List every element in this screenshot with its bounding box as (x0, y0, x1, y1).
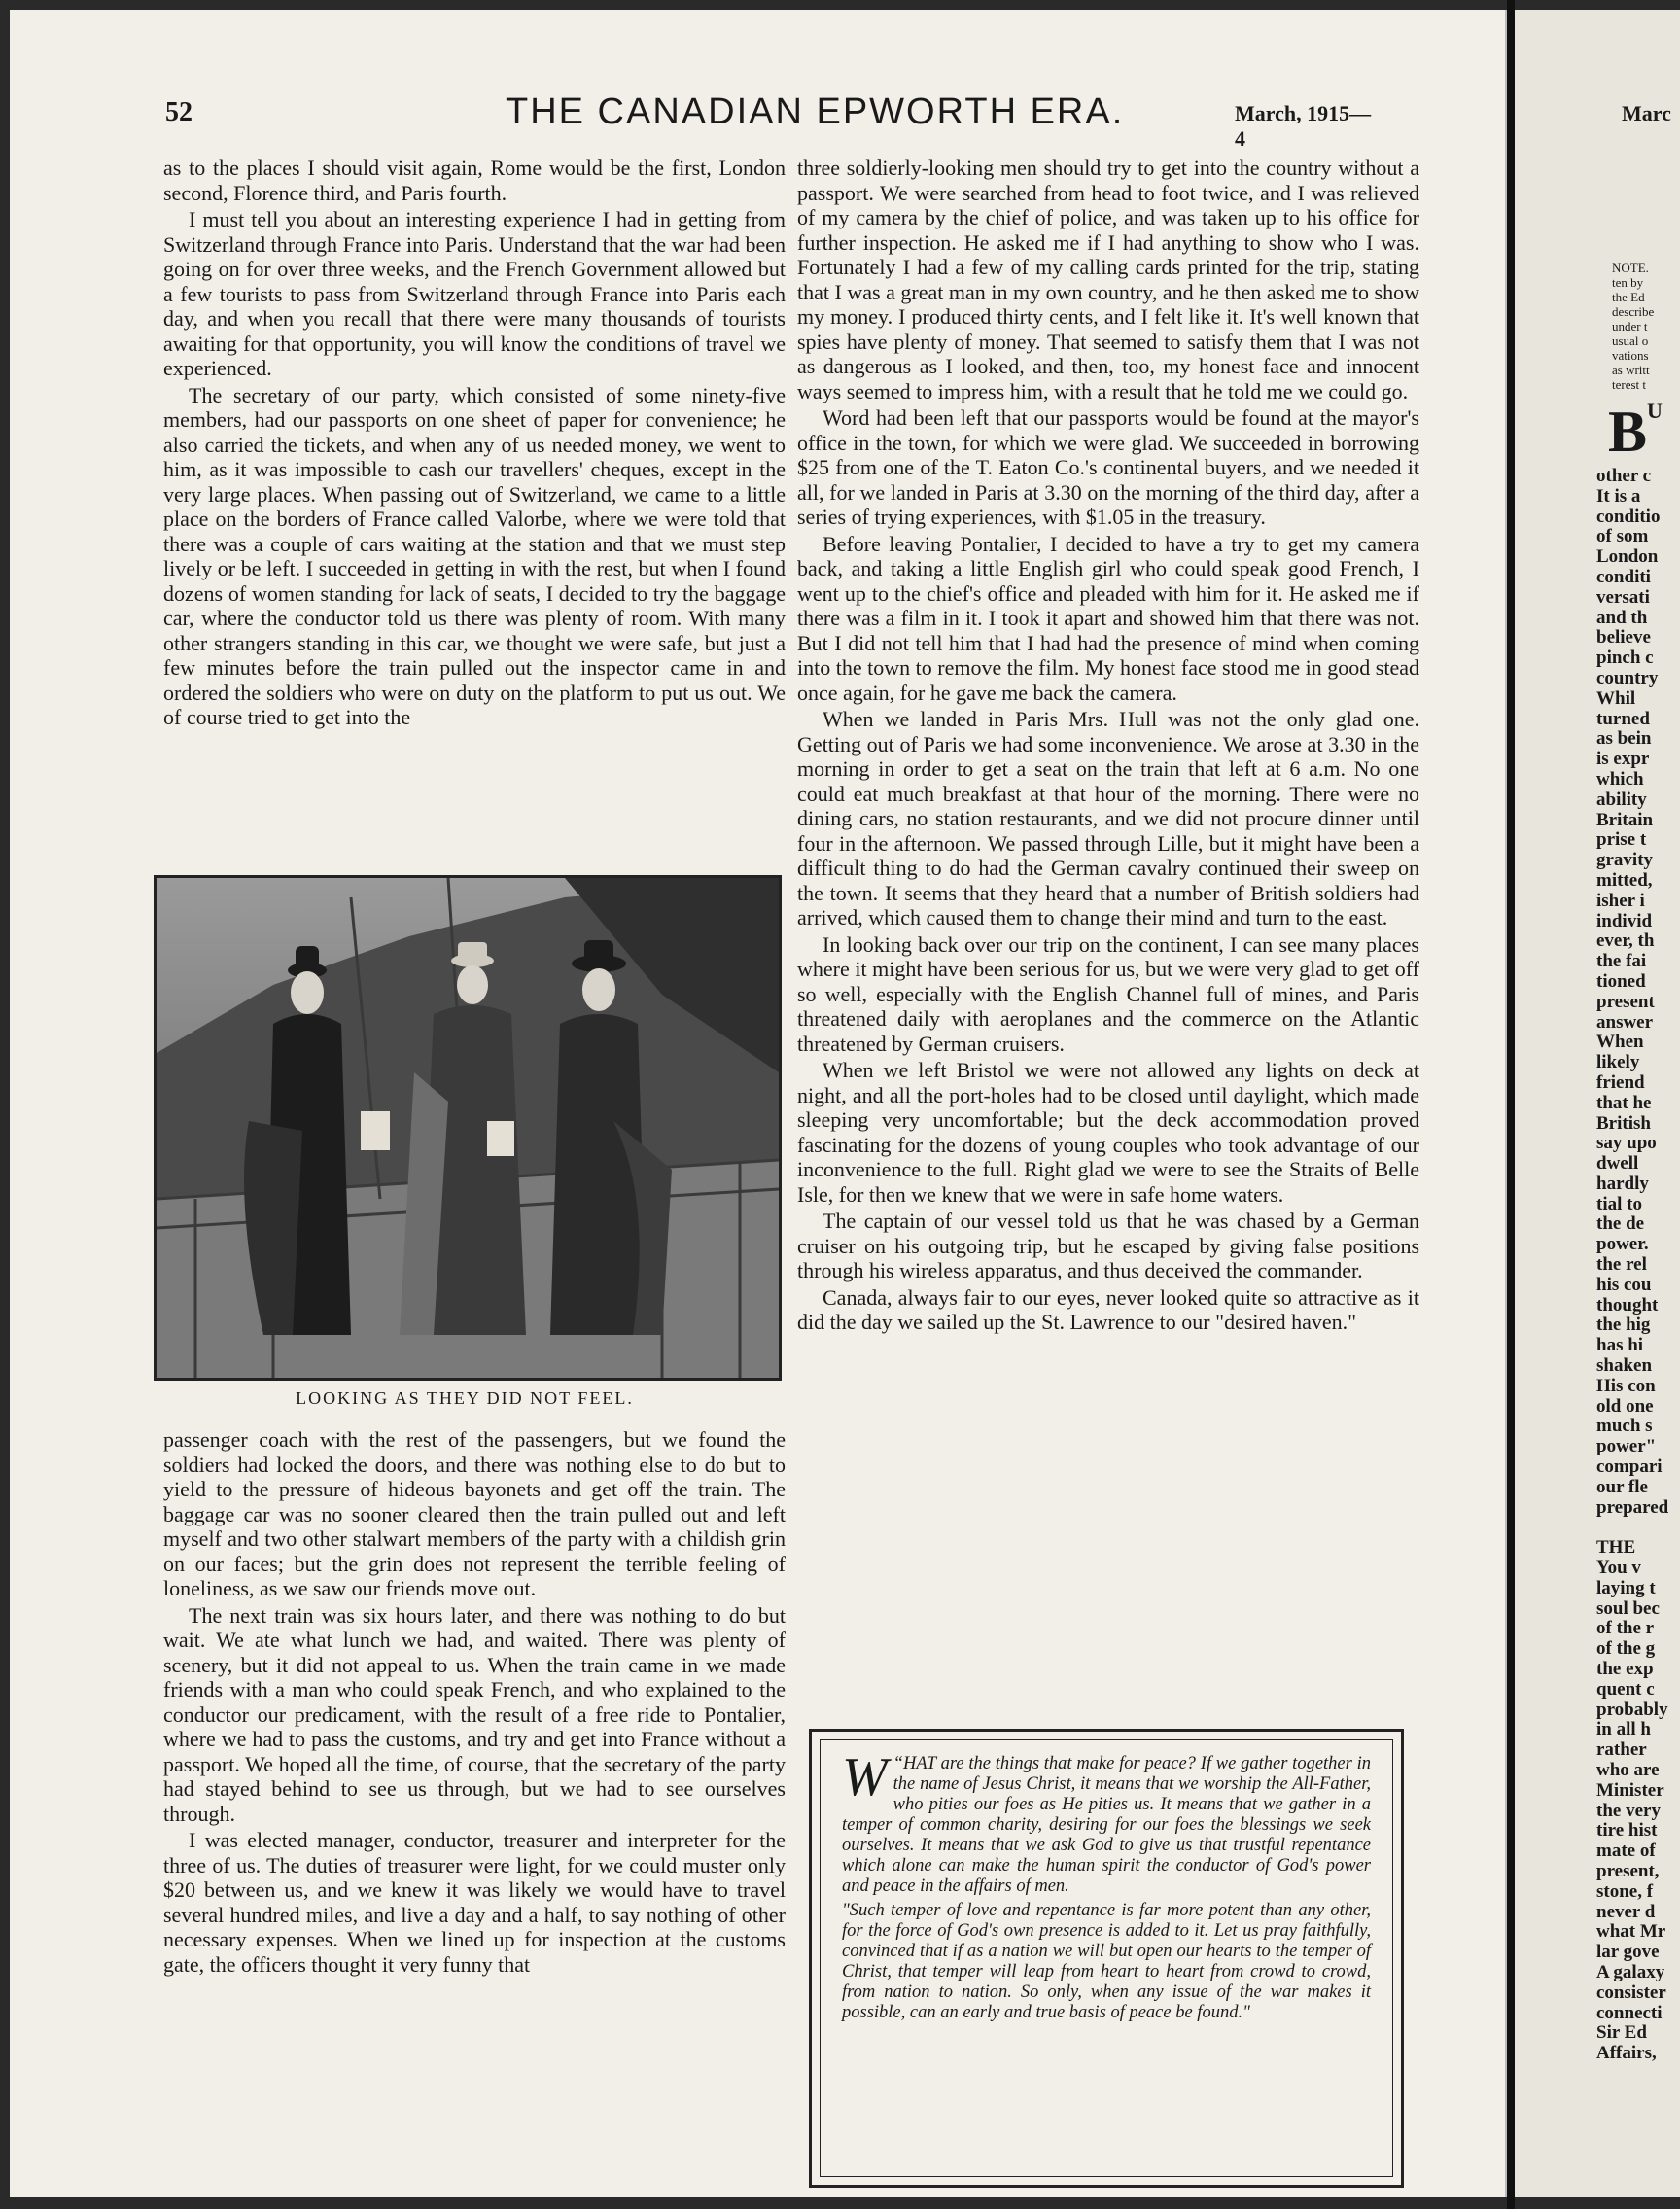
paragraph: I was elected manager, conductor, treasurer and interpreter for the three of us. The duties of treasurer were light, for we could muster only $20 between us, and we knew it was likely we would have to travel several hundred miles, and live a day and a half, to say nothing of other necessary expenses. When we lined up for inspection at the customs gate, the officers thought it very funny that (163, 1828, 786, 1977)
adjacent-note (1612, 261, 1654, 392)
magazine-page (10, 10, 1507, 2197)
adjacent-text-line: present (1596, 992, 1655, 1012)
adjacent-text-line: present, (1596, 1861, 1660, 1881)
adjacent-text-line: Minister (1596, 1780, 1664, 1801)
adjacent-text-line: gravity (1596, 851, 1654, 871)
publication-title: THE CANADIAN EPWORTH ERA. (506, 91, 1125, 132)
paragraph: Word had been left that our passports would be found at the mayor's office in the town, for which we were glad. We succeeded in borrowing $25 from one of the T. Eaton Co.'s continental buyers, and we needed it all, for we landed in Paris at 3.30 on the morning of the third day, after a series of trying experiences, with $1.05 in the treasury. (797, 405, 1419, 529)
adjacent-text-line: tioned (1596, 971, 1646, 992)
adjacent-text-line: conditi (1596, 567, 1651, 587)
adjacent-text-line: prepared (1596, 1497, 1669, 1518)
adjacent-text-line: that he (1596, 1093, 1652, 1113)
adjacent-page (1515, 10, 1680, 2197)
paragraph: passenger coach with the rest of the passengers, but we found the soldiers had locked the doors, and there was nothing else to do but to yield to the pressure of hideous bayonets and get off the train. The baggage car was no sooner cleared then the train pulled out and left myself and two other stalwart members of the party with a childish grin on our faces; but the grin does not represent the terrible feeling of loneliness, as we saw our friends move out. (163, 1427, 786, 1600)
adjacent-note-line: as writt (1612, 363, 1650, 377)
adjacent-text-line: conditio (1596, 507, 1661, 527)
adjacent-text-line: old one (1596, 1396, 1654, 1417)
adjacent-text-line: friend (1596, 1072, 1645, 1093)
adjacent-text-line: soul bec (1596, 1598, 1660, 1619)
adjacent-text-line: who are (1596, 1761, 1660, 1780)
page-gutter (1507, 0, 1515, 2209)
adjacent-text-line: His con (1596, 1376, 1656, 1396)
adjacent-text-line: individ (1596, 911, 1653, 931)
adjacent-text-line: power. (1596, 1235, 1649, 1255)
adjacent-text-line: Sir Ed (1596, 2023, 1647, 2044)
adjacent-text-line: When (1596, 1033, 1644, 1053)
adjacent-text-line: rather (1596, 1740, 1647, 1761)
adjacent-text-column (1596, 467, 1680, 2064)
adjacent-text-line: the very (1596, 1801, 1661, 1821)
photograph (154, 875, 782, 1381)
adjacent-text-line: stone, f (1596, 1881, 1654, 1902)
adjacent-note-line: vations (1612, 348, 1649, 363)
adjacent-text-line: of som (1596, 527, 1649, 547)
adjacent-text-line: turned (1596, 709, 1650, 729)
adjacent-note-line: terest t (1612, 377, 1647, 392)
adjacent-text-line: connecti (1596, 2003, 1662, 2023)
adjacent-text-line: of the g (1596, 1639, 1656, 1660)
adjacent-text-line: quent c (1596, 1679, 1655, 1700)
adjacent-note-line: usual o (1612, 333, 1649, 348)
adjacent-text-line: in all h (1596, 1720, 1651, 1740)
adjacent-text-line: prise t (1596, 830, 1647, 851)
adjacent-text-line: ability (1596, 789, 1647, 810)
quote-text (820, 1739, 1393, 2177)
paragraph: The secretary of our party, which consisted of some ninety-five members, had our passports on one sheet of paper for convenience; he also carried the tickets, and when any of us needed money, we went to him, as it was impossible to cash our travellers' cheques, except in the very large places. When passing out of Switzerland, we came to a little place on the borders of France called Valorbe, where we were told that there was a couple of cars waiting at the station and that we must step lively or be left. I succeeded in getting in with the rest, but when I found dozens of women standing for lack of seats, I decided to try the baggage car, where the conductor told us there was plenty of room. With many other strangers standing in this car, we thought we were safe, but just a few minutes before the train pulled out the inspector came in and ordered the soldiers who were on duty on the platform to put us out. We of course tried to get into the (163, 382, 786, 729)
adjacent-text-line: say upo (1596, 1134, 1657, 1154)
adjacent-text-line: the hig (1596, 1315, 1651, 1336)
column-2 (797, 156, 1419, 1337)
adjacent-text-line: tial to (1596, 1194, 1642, 1214)
adjacent-text-line: isher i (1596, 891, 1645, 911)
drop-cap: W (842, 1747, 888, 1807)
adjacent-text-line: You v (1596, 1559, 1641, 1579)
adjacent-text-line: Affairs, (1596, 2044, 1657, 2064)
adjacent-text-line: It is a (1596, 486, 1641, 507)
paragraph: In looking back over our trip on the continent, I can see many places where it might have been serious for us, but we were very glad to get off so well, especially with the English Channel full of mines, and Paris threatened daily with aeroplanes and the commerce on the Atlantic threatened by German cruisers. (797, 931, 1419, 1056)
adjacent-text-line: much s (1596, 1417, 1653, 1437)
adjacent-text-line: has hi (1596, 1336, 1644, 1356)
adjacent-text-line: likely (1596, 1053, 1640, 1073)
quote-paragraph-2: "Such temper of love and repentance is far more potent than any other, for the force of God's own presence is added to it. Let us pray faithfully, convinced that if as a nation we will but open our hearts to the temper of Christ, that temper will leap from heart to heart from crowd to crowd, from nation to nation. So only, when any issue of the war makes it possible, can an early and true basis of peace be found." (842, 1901, 1371, 2022)
adjacent-text-line: other c (1596, 467, 1652, 486)
adjacent-text-line: believe (1596, 628, 1651, 649)
adjacent-text-line: compari (1596, 1457, 1662, 1478)
adjacent-text-line: mate of (1596, 1841, 1656, 1862)
adjacent-text-line: lar gove (1596, 1943, 1660, 1963)
column-1-bottom (163, 1427, 786, 1979)
adjacent-text-line: and th (1596, 608, 1648, 628)
adjacent-text-line: of the r (1596, 1619, 1655, 1639)
adjacent-text-line: Whil (1596, 688, 1636, 709)
adjacent-text-line: the de (1596, 1214, 1645, 1235)
adjacent-text-line: A galaxy (1596, 1962, 1665, 1982)
adjacent-text-line: British (1596, 1113, 1651, 1134)
adjacent-text-line: the fai (1596, 952, 1647, 972)
paragraph: The captain of our vessel told us that he was chased by a German cruiser on his outgoing trip, but he escaped by giving false positions through his wireless apparatus, and thus deceived the commander. (797, 1209, 1419, 1282)
adjacent-text-line: thought (1596, 1295, 1659, 1315)
adjacent-text-line: answer (1596, 1012, 1654, 1033)
adjacent-text-line: the rel (1596, 1255, 1647, 1276)
paragraph: The next train was six hours later, and there was nothing to do but wait. We ate what lunch we had, and waited. There was plenty of scenery, but it did not appeal to us. When the train came in we made friends with a man who could speak French, and who explained to the conductor our predicament, with the result of a free ride to Pontalier, where we had to pass the customs, and try and get into France without a passport. We hoped all the time, of course, that the secretary of the party had stayed behind to see us through, but we had to see ourselves through. (163, 1602, 786, 1826)
adjacent-text-line: pinch c (1596, 649, 1654, 669)
adjacent-text-line: probably (1596, 1700, 1668, 1720)
adjacent-text-line: power" (1596, 1437, 1657, 1457)
adjacent-text-line: is expr (1596, 750, 1650, 770)
paragraph: Canada, always fair to our eyes, never looked quite so attractive as it did the day we sailed up the St. Lawrence to our "desired haven." (797, 1284, 1419, 1334)
paragraph: When we landed in Paris Mrs. Hull was not the only glad one. Getting out of Paris we had some inconvenience. We arose at 3.30 in the morning in order to get a seat on the train that left at 6 a.m. No one could eat much breakfast at that hour of the morning. There were no dining cars, no station restaurants, and we did not procure dinner until four in the afternoon. We passed through Lille, but it might have been a difficult thing to do had the German cavalry continued their sweep on the town. It seems that they heard that a number of British soldiers had arrived, which caused them to change their mind and turn to the east. (797, 707, 1419, 929)
adjacent-text-line: as bein (1596, 729, 1652, 750)
adjacent-text-line: mitted, (1596, 870, 1653, 891)
column-1-top (163, 156, 786, 732)
adjacent-text-line: laying t (1596, 1578, 1656, 1598)
quote-open-mark: “ (892, 1754, 903, 1773)
adjacent-note-line: under t (1612, 319, 1648, 333)
adjacent-note-line: the Ed (1612, 290, 1645, 304)
adjacent-drop-cap: $B^U$ (1608, 399, 1662, 464)
quote-box (809, 1729, 1404, 2188)
adjacent-note-line: NOTE. (1612, 261, 1649, 275)
adjacent-text-line: which (1596, 769, 1644, 789)
adjacent-text-line: London (1596, 547, 1659, 568)
adjacent-text-line: tire hist (1596, 1821, 1658, 1841)
adjacent-text-line: what Mr (1596, 1922, 1666, 1943)
page-header (156, 91, 1381, 151)
adjacent-text-line: the exp (1596, 1660, 1654, 1680)
adjacent-note-line: describe (1612, 304, 1655, 319)
quote-paragraph-1: HAT are the things that make for peace? If we gather together in the name of Jesus Christ, it means that we worship the All-Father, who pities our foes as He pities us. It means that we gather in a temper of common charity, desiring for our foes the blessings we seek ourselves. It means that we ask God to give us that trustful repentance which alone can make the human spirit the conductor of God's power and peace in the affairs of men. (842, 1754, 1371, 1896)
adjacent-text-line: versati (1596, 587, 1650, 608)
adjacent-text-line: consister (1596, 1982, 1666, 2003)
adjacent-text-line: his cou (1596, 1275, 1652, 1295)
adjacent-note-line: ten by (1612, 275, 1644, 290)
adjacent-text-line: dwell (1596, 1154, 1639, 1175)
paragraph: I must tell you about an interesting experience I had in getting from Switzerland through France into Paris. Understand that the war had been going on for over three weeks, and the French Government allowed but a few tourists to pass from Switzerland through France into Paris each day, and when you recall that there were many thousands of tourists awaiting for that opportunity, you will know the conditions of travel we experienced. (163, 207, 786, 380)
adjacent-text-line: Britain (1596, 810, 1654, 830)
adjacent-text-line: shaken (1596, 1356, 1653, 1377)
issue-date: March, 1915—4 (1235, 101, 1372, 151)
adjacent-text-line: ever, th (1596, 931, 1655, 952)
adjacent-text-line: THE (1596, 1538, 1636, 1559)
adjacent-text-line: our fle (1596, 1477, 1648, 1497)
photo-caption: LOOKING AS THEY DID NOT FEEL. (296, 1388, 634, 1408)
page-number: 52 (165, 97, 192, 127)
adjacent-text-line: hardly (1596, 1174, 1649, 1194)
adjacent-text-line: never d (1596, 1902, 1656, 1922)
paragraph: three soldierly-looking men should try to get into the country without a passport. We were searched from head to foot twice, and I was relieved of my camera by the chief of police, and was taken up to his office for further inspection. He asked me if I had anything to show who I was. Fortunately I had a few of my calling cards printed for the trip, stating that I was a great man in my own country, and he then asked me to show my money. I produced thirty cents, and I felt like it. It's well known that spies have plenty of money. That seemed to satisfy them that I was not as dangerous as I looked, and then, too, my honest face and innocent ways seemed to impress him, with a result that he told me we could go. (797, 156, 1419, 403)
adjacent-text-line (1596, 1518, 1680, 1538)
paragraph: Before leaving Pontalier, I decided to have a try to get my camera back, and taking a little English girl who could speak good French, I went up to the chief's office and pleaded with him for it. He asked me if there was a film in it. I took it apart and showed him that there was not. But I did not tell him that I had had the presence of mind when coming into the town to remove the film. My honest face stood me in good stead once again, for he gave me back the camera. (797, 531, 1419, 705)
adjacent-page-header: Marc (1622, 101, 1671, 125)
paragraph: When we left Bristol we were not allowed any lights on deck at night, and all the port-holes had to be closed until daylight, which made sleeping very uncomfortable; but the deck accommodation proved fascinating for the dozens of young couples who took advantage of our inconvenience to the full. Right glad we were to see the Straits of Belle Isle, for then we knew that we were in safe home waters. (797, 1058, 1419, 1207)
adjacent-text-line: country (1596, 668, 1659, 688)
paragraph: as to the places I should visit again, Rome would be the first, London second, Florence third, and Paris fourth. (163, 156, 786, 205)
